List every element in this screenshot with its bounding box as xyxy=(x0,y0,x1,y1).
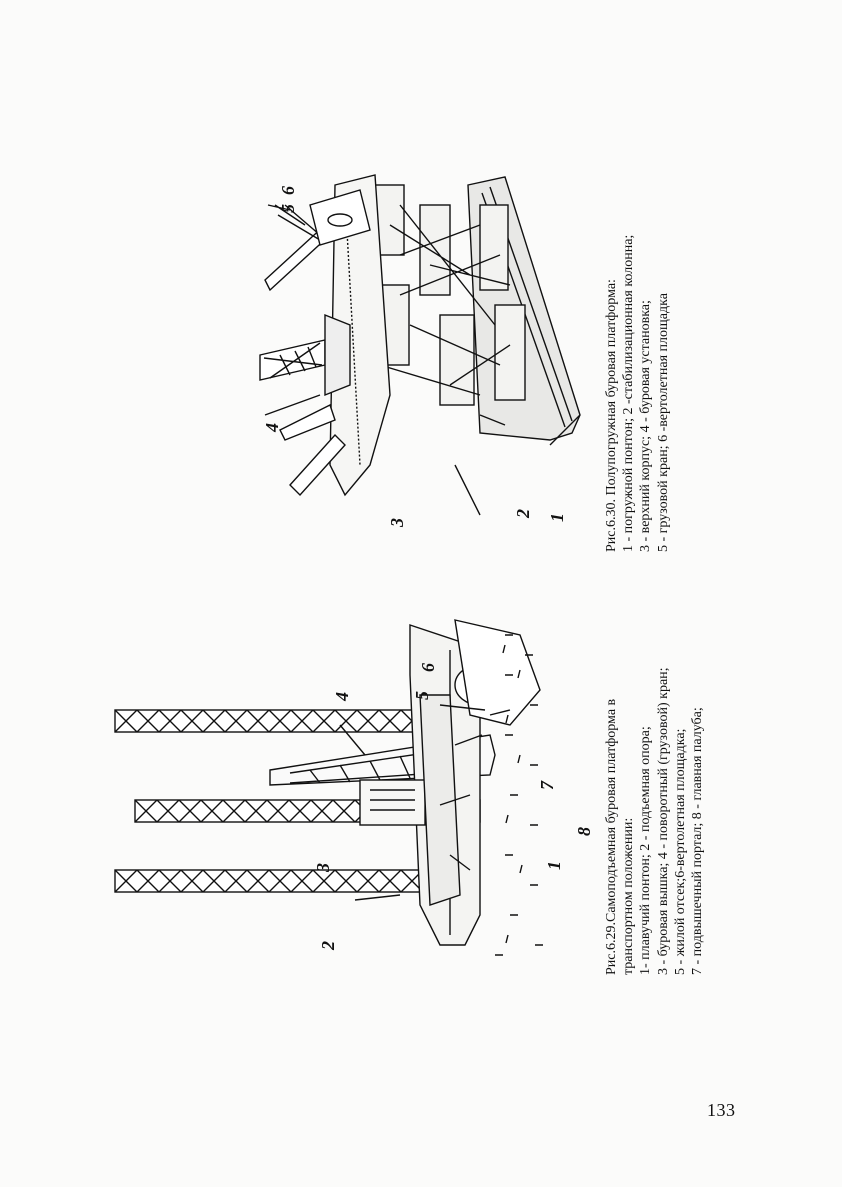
caption-line: Рис.6.29.Самоподъемная буровая платформа в xyxy=(604,698,619,975)
caption-line: транспортном положении: xyxy=(621,817,637,975)
callout-7: 7 xyxy=(537,781,557,790)
callout-4: 4 xyxy=(262,423,282,432)
callout-8: 8 xyxy=(574,827,594,836)
caption-line: 7 - подвышечный портал; 8 - главная палуба; xyxy=(690,707,706,975)
figure-6-29-drawing xyxy=(110,615,580,975)
caption-line: 3 - верхний корпус; 4 - буровая установка; xyxy=(638,300,654,552)
caption-line: 5 - грузовой кран; 6 -вертолетная площадка xyxy=(655,293,671,552)
figure-6-29-caption xyxy=(603,667,706,975)
caption-line: 1 - погружной понтон; 2 -стабилизационная колонна; xyxy=(621,234,637,552)
callout-2: 2 xyxy=(513,509,533,518)
callout-3: 3 xyxy=(313,863,333,872)
caption-line: 1- плавучий понтон; 2 - подъемная опора; xyxy=(638,726,654,975)
page-number: 133 xyxy=(707,1100,736,1120)
callout-5: 5 xyxy=(412,691,432,700)
callout-6: 6 xyxy=(418,663,438,672)
callout-4: 4 xyxy=(332,692,352,701)
callout-2: 2 xyxy=(318,941,338,950)
figure-6-30-caption xyxy=(603,235,672,552)
caption-line: Рис.6.30. Полупогружная буровая платформа: xyxy=(604,279,619,552)
caption-line: 5 - жилой отсек;6-вертолетная площадка; xyxy=(672,728,688,975)
callout-1: 1 xyxy=(544,861,564,870)
callout-1: 1 xyxy=(547,513,567,522)
callout-3: 3 xyxy=(387,518,407,527)
figure-6-30-drawing xyxy=(250,165,610,540)
caption-line: 3 - буровая вышка; 4 - поворотный (грузовой) кран; xyxy=(655,667,671,975)
callout-6: 6 xyxy=(278,186,298,195)
callout-5: 5 xyxy=(278,204,298,213)
